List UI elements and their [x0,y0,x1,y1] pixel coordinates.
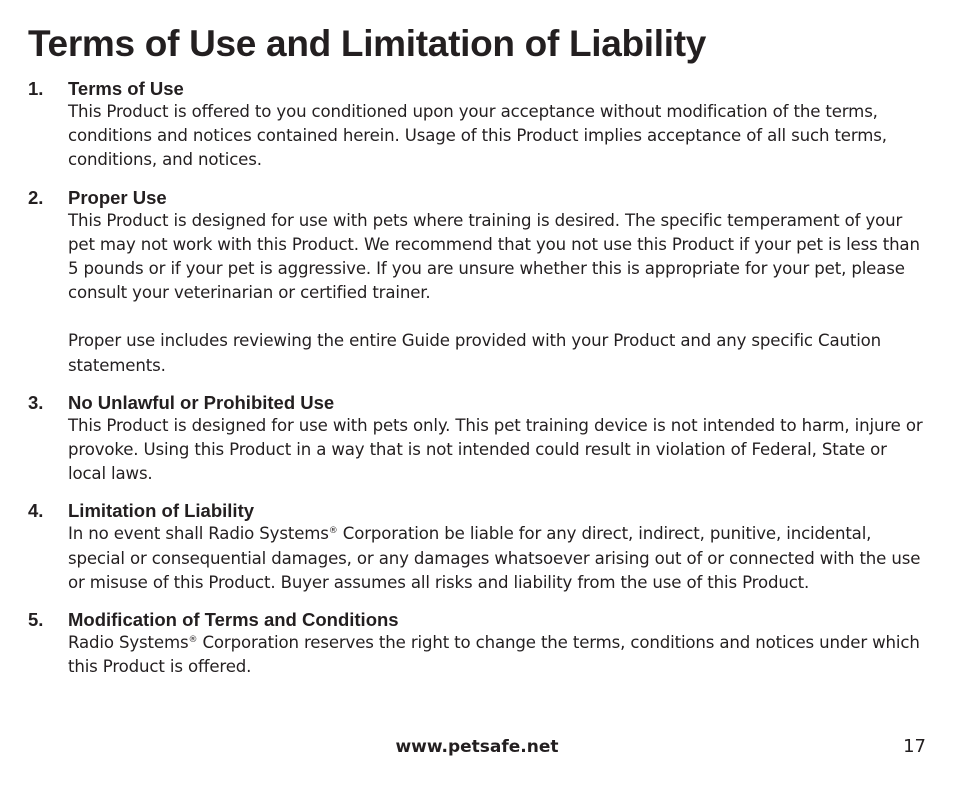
section-number: 2. [28,186,44,208]
terms-section-modification [0,608,954,679]
section-number: 4. [28,500,44,522]
terms-section-proper-use [0,186,954,378]
section-paragraph: This Product is designed for use with pets only. This pet training device is not intended to harm, injure or provoke. Using this Product in a way that is not intended could result in violation of Federal, State or local laws. [68,415,923,484]
section-paragraph: This Product is designed for use with pets where training is desired. The specific temperament of your pet may not work with this Product. We recommend that you not use this Product if your pet is less than 5 pounds or if your pet is aggressive. If you are unsure whether this is appropriate for your pet, please consult your veterinarian or certified trainer. [68,210,920,303]
section-heading: Modification of Terms and Conditions [68,609,399,631]
section-paragraph: In no event shall Radio Systems® Corporation be liable for any direct, indirect, punitive, incidental, special or consequential damages, or any damages whatsoever arising out of or connected with the use or misuse of this Product. Buyer assumes all risks and liability from the use of this Product. [68,524,921,592]
terms-section-no-unlawful-use [0,391,954,487]
section-heading: Terms of Use [68,78,184,99]
section-number: 1. [28,78,44,99]
section-paragraph: Radio Systems® Corporation reserves the right to change the terms, conditions and notices under which this Product is offered. [68,633,920,677]
footer-url: www.petsafe.net [395,737,559,757]
page-title: Terms of Use and Limitation of Liability [28,23,707,64]
section-paragraph: This Product is offered to you conditioned upon your acceptance without modification of the terms, conditions and notices contained herein. Usage of this Product implies acceptance of all such terms, conditions, and notices. [68,102,887,170]
section-paragraph: Proper use includes reviewing the entire Guide provided with your Product and any specific Caution statements. [68,331,882,375]
section-heading: Proper Use [68,186,167,208]
registered-mark: ® [188,635,198,646]
terms-list [0,77,954,692]
page-number: 17 [903,736,926,757]
section-number: 3. [28,391,44,413]
section-heading: Limitation of Liability [68,500,255,522]
terms-section-terms-of-use [0,77,954,173]
registered-mark: ® [328,526,338,537]
section-heading: No Unlawful or Prohibited Use [68,391,335,413]
section-number: 5. [28,609,44,631]
terms-section-limitation-of-liability [0,499,954,595]
